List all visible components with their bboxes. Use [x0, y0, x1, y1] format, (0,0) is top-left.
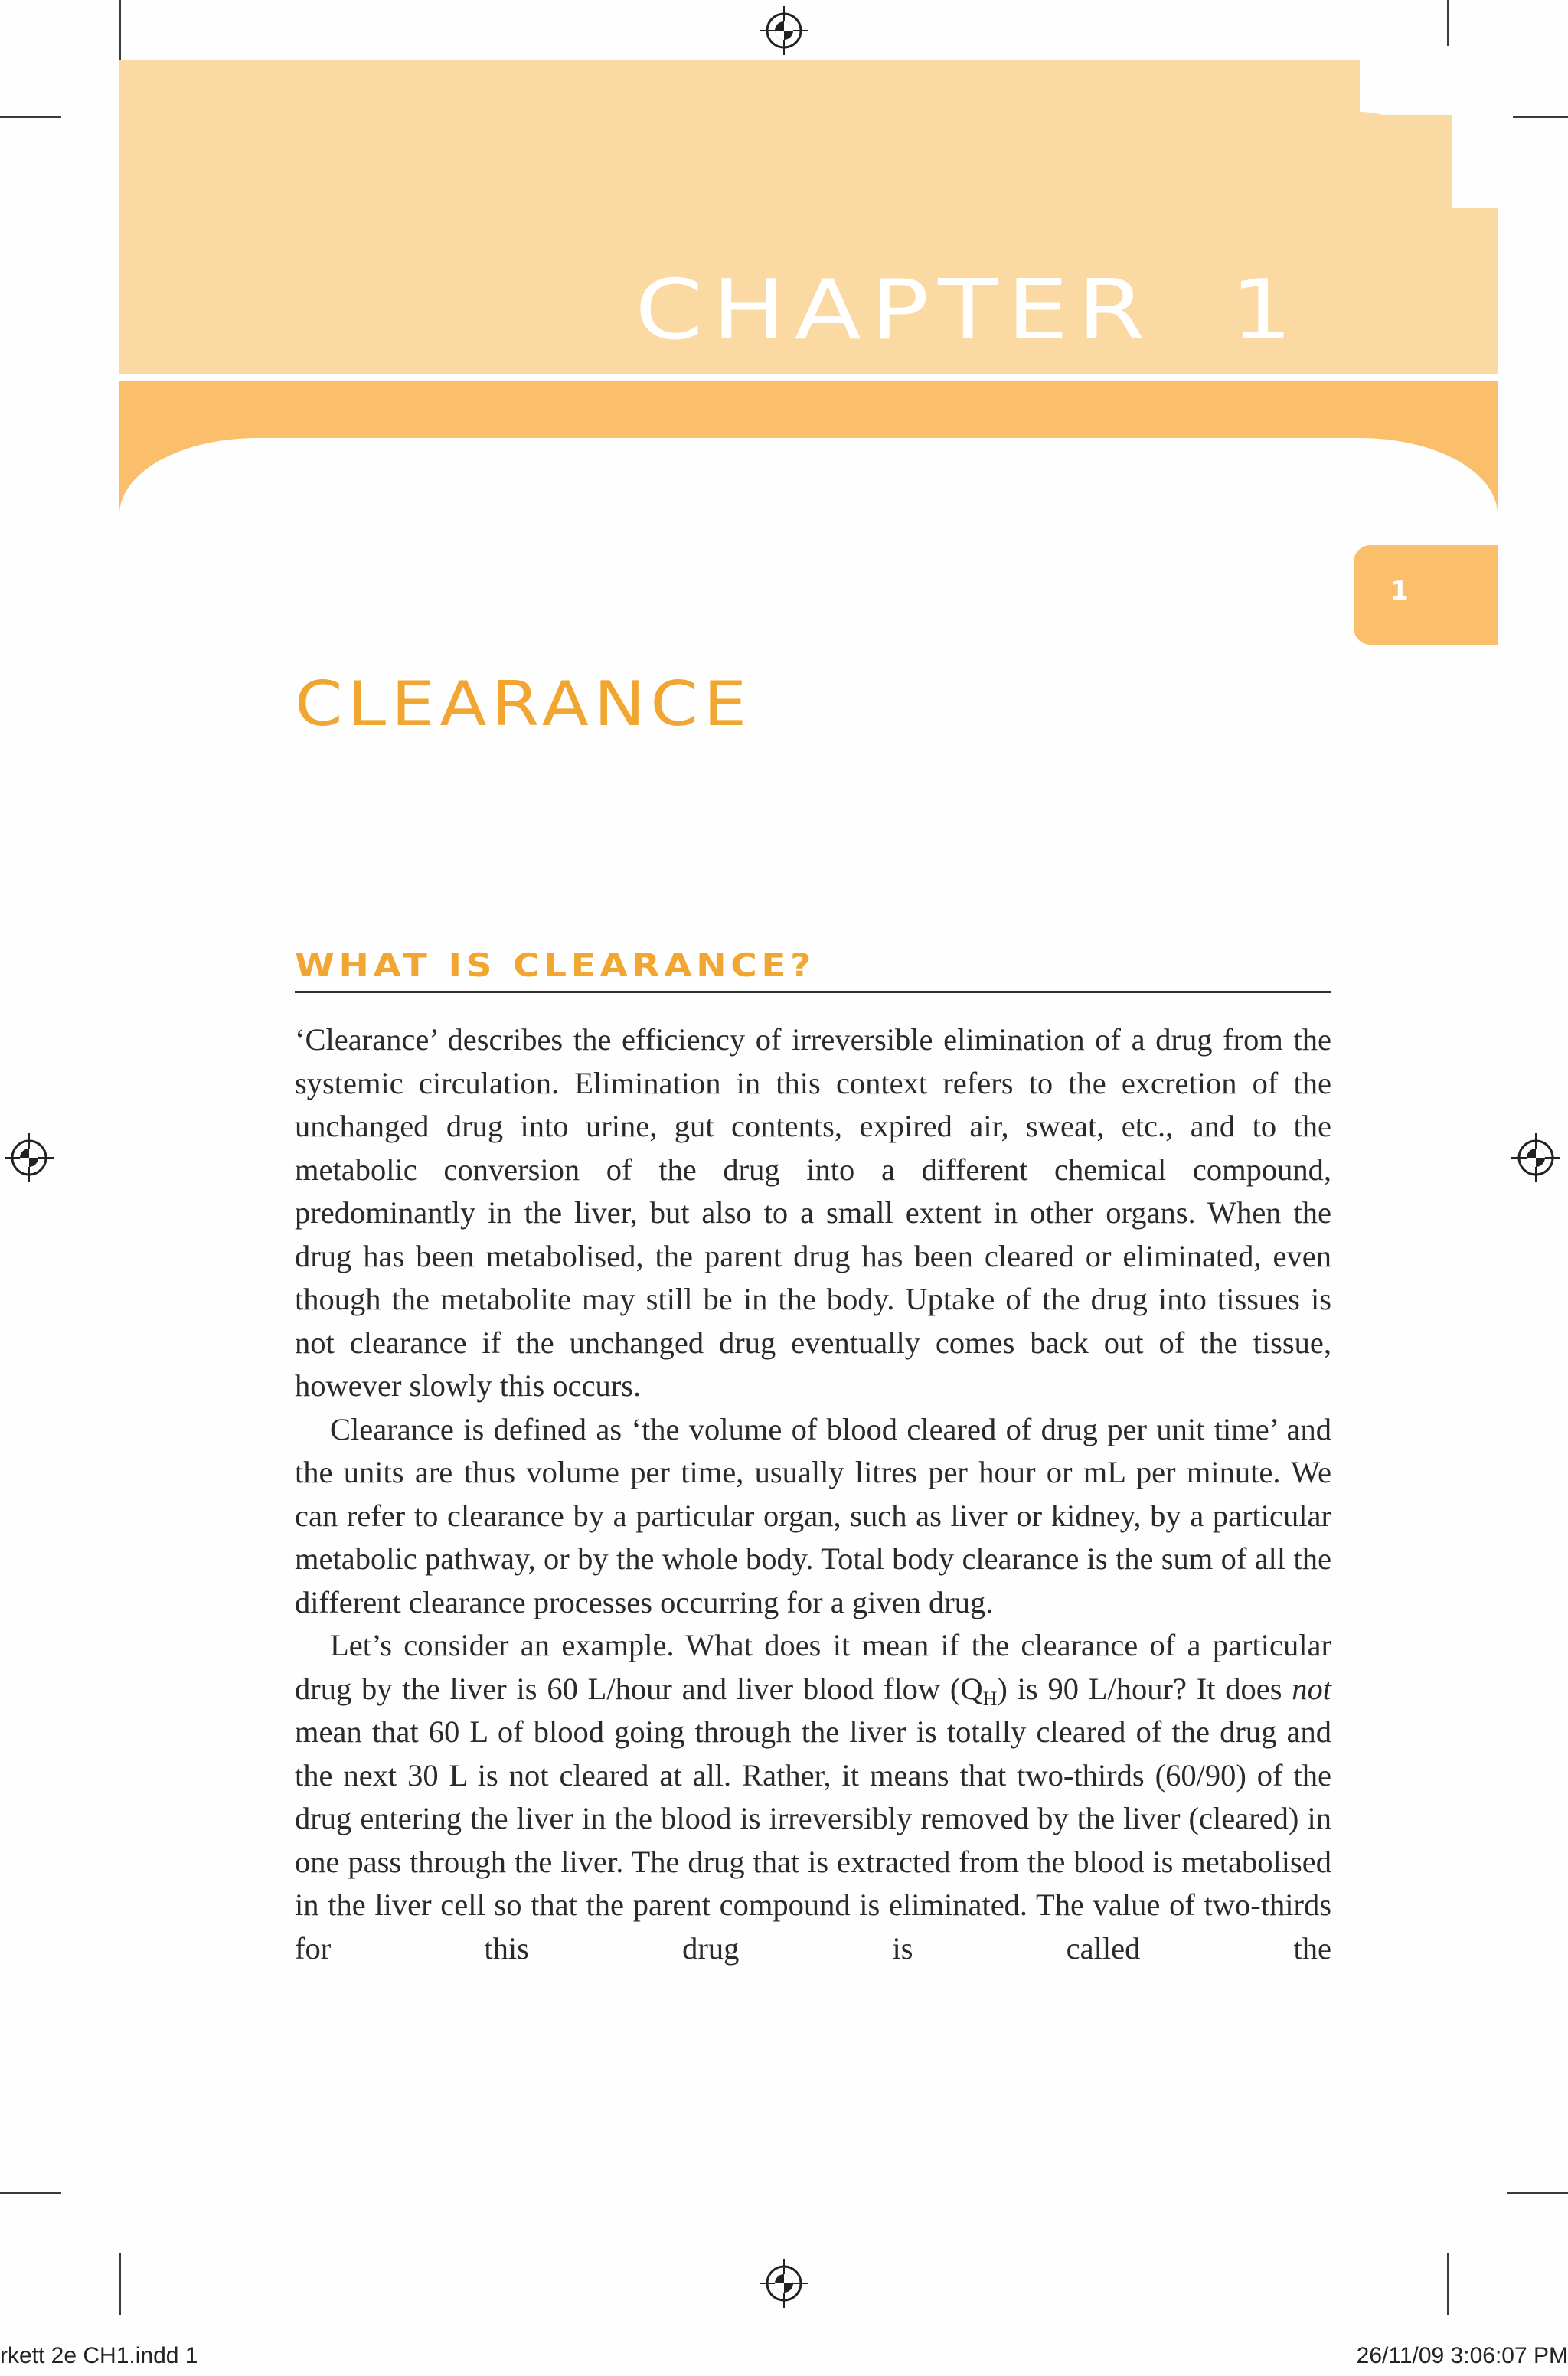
crop-mark-left-top — [0, 116, 61, 118]
crop-mark-top-left — [119, 0, 121, 61]
registration-mark-icon — [760, 2259, 808, 2308]
header-notch — [1360, 46, 1513, 115]
crop-mark-left-bottom — [0, 2192, 61, 2194]
emphasis: not — [1292, 1671, 1332, 1706]
paragraph-text: ) is 90 L/hour? It does — [997, 1671, 1292, 1706]
chapter-title: CLEARANCE — [295, 668, 752, 740]
slug-timestamp: 26/11/09 3:06:07 PM — [1356, 2343, 1568, 2368]
registration-mark-icon — [760, 6, 808, 55]
paragraph-text: mean that 60 L of blood going through the liver is totally cleared of the drug and the next 30 L is not cleared at all. Rather, it means that two-thirds (60/90) of the drug entering the liver in the blood is irreversibly removed by the liver (cleared) in one pass through the liver. The drug that is extracted from the blood is metabolised in the liver cell so that the parent compound is eliminated. The value of two-thirds for this drug is called the — [295, 1714, 1331, 1966]
paragraph — [295, 1624, 1331, 1970]
header-curved-edge — [119, 438, 1498, 591]
section-heading: WHAT IS CLEARANCE? — [295, 946, 816, 984]
header-notch-right — [1452, 112, 1513, 208]
registration-mark-icon — [5, 1133, 54, 1182]
paragraph: ‘Clearance’ describes the efficiency of irreversible elimination of a drug from the systemic circulation. Elimination in this context refers to the excretion of the unchanged drug into urine, gut contents, expired air, sweat, etc., and to the metabolic conversion of the drug into a different chemical compound, predominantly in the liver, but also to a small extent in other organs. When the drug has been metabolised, the parent drug has been cleared or eliminated, even though the metabolite may still be in the body. Uptake of the drug into tissues is not clearance if the unchanged drug eventually comes back out of the tissue, however slowly this occurs. — [295, 1022, 1331, 1403]
crop-mark-bottom-right — [1447, 2253, 1449, 2315]
subscript: H — [982, 1687, 998, 1710]
header-divider — [119, 374, 1498, 381]
crop-mark-right-top — [1507, 116, 1568, 118]
slug-filename: rkett 2e CH1.indd 1 — [0, 2343, 198, 2368]
paragraph: Clearance is defined as ‘the volume of blood cleared of drug per unit time’ and the units are thus volume per time, usually litres per hour or mL per minute. We can refer to clearance by a particular organ, such as liver or kidney, by a particular metabolic pathway, or by the whole body. Total body clearance is the sum of all the different clearance processes occurring for a given drug. — [295, 1411, 1331, 1619]
body-text — [295, 1018, 1331, 1970]
crop-mark-right-bottom — [1507, 2192, 1568, 2194]
crop-mark-bottom-left — [119, 2253, 121, 2315]
page-number: 1 — [1390, 576, 1409, 606]
chapter-label: CHAPTER 1 — [635, 263, 1302, 358]
paragraph-text: Let’s consider an example. What does it mean if the clearance of a particular drug by the liver is 60 L/hour and liver blood flow (Q — [295, 1628, 1331, 1706]
registration-mark-icon — [1511, 1133, 1560, 1182]
section-rule — [295, 991, 1331, 993]
